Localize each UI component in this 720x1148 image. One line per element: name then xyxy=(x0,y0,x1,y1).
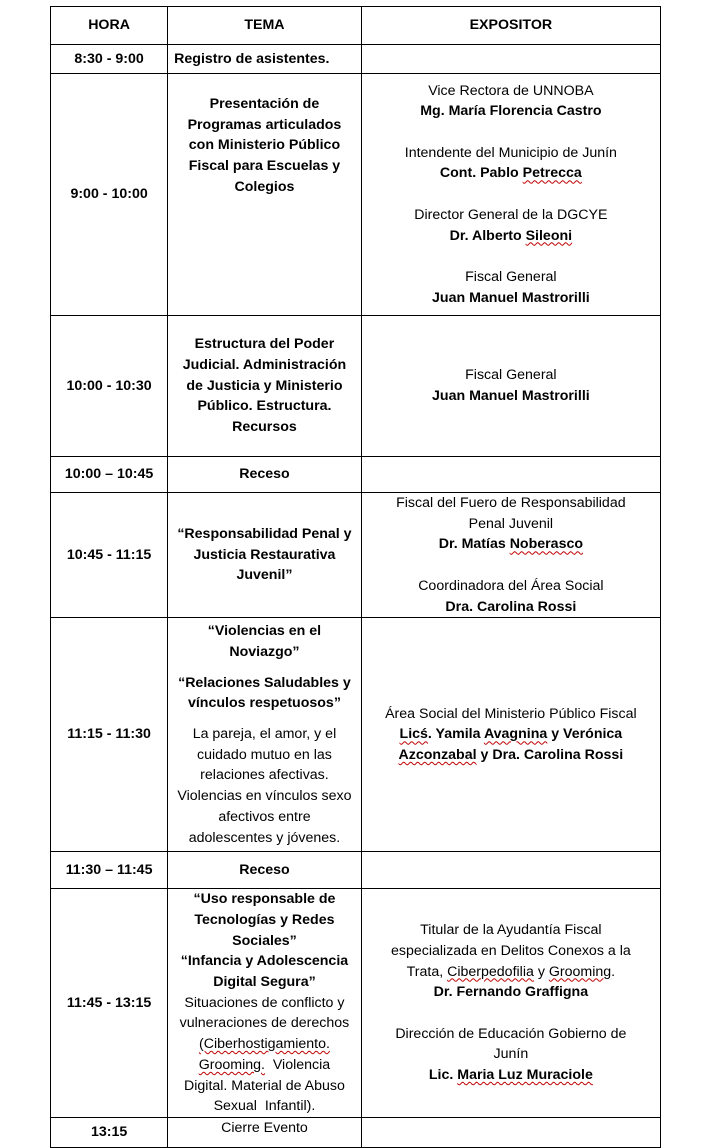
row-time: 13:15 xyxy=(51,1117,168,1147)
topic-line: Sexual Infantil). xyxy=(213,1098,316,1115)
row-speaker xyxy=(361,1117,660,1147)
topic-line: Digital Segura” xyxy=(213,974,316,991)
topic-line: Presentación de xyxy=(209,96,320,112)
topic-line: Colegios xyxy=(234,178,295,195)
row-time: 10:45 - 11:15 xyxy=(51,493,168,618)
topic-line: (Ciberhostigamiento. xyxy=(199,1036,330,1053)
topic-line: Público. Estructura. xyxy=(197,398,332,415)
topic-line: Digital. Material de Abuso xyxy=(184,1077,345,1094)
topic-line: cuidado mutuo en las xyxy=(197,746,332,763)
speaker-role: Fiscal del Fuero de Responsabilidad xyxy=(396,495,626,511)
topic-line: Violencias en vínculos sexo xyxy=(177,788,352,805)
row-speaker xyxy=(361,852,660,889)
topic-line: “Uso responsable de xyxy=(193,891,336,908)
table-row xyxy=(51,74,661,316)
row-time: 11:30 – 11:45 xyxy=(51,852,168,889)
speaker-role: Titular de la Ayudantía Fiscal xyxy=(420,922,602,939)
row-time: 10:00 - 10:30 xyxy=(51,316,168,457)
speaker-role: Dirección de Educación Gobierno de xyxy=(395,1025,627,1042)
row-time: 9:00 - 10:00 xyxy=(51,74,168,316)
topic-line: con Ministerio Público xyxy=(188,137,341,154)
topic-line: Fiscal para Escuelas y xyxy=(188,158,341,175)
row-topic xyxy=(168,889,362,1118)
topic-line: “Responsabilidad Penal y xyxy=(177,526,352,543)
row-speaker xyxy=(361,74,660,316)
speaker-role: Fiscal General xyxy=(465,367,557,384)
topic-line: Situaciones de conflicto y xyxy=(184,994,345,1011)
row-speaker xyxy=(361,618,660,852)
table-row xyxy=(51,316,661,457)
table-row xyxy=(51,852,661,889)
table-row xyxy=(51,889,661,1118)
speaker-name: Mg. María Florencia Castro xyxy=(420,103,602,120)
speaker-role: Coordinadora del Área Social xyxy=(418,577,604,594)
speaker-role: Director General de la DGCYE xyxy=(414,206,608,223)
topic-line: adolescentes y jóvenes. xyxy=(188,829,341,846)
speaker-role: Área Social del Ministerio Público Fiscal xyxy=(385,705,637,722)
topic-line: Noviazgo” xyxy=(229,643,300,660)
topic-line: “Infancia y Adolescencia xyxy=(180,953,349,970)
row-speaker xyxy=(361,457,660,493)
speaker-name: Dr. Fernando Graffigna xyxy=(433,984,589,1001)
topic-line: Sociales” xyxy=(232,932,297,949)
speaker-name: Dr. Alberto Sileoni xyxy=(449,227,573,244)
row-speaker xyxy=(361,889,660,1118)
topic-line: “Violencias en el xyxy=(207,623,322,640)
speaker-name: Juan Manuel Mastrorilli xyxy=(432,289,590,306)
row-topic xyxy=(168,74,362,316)
header-expositor: EXPOSITOR xyxy=(361,7,660,45)
header-hora: HORA xyxy=(51,7,168,45)
row-speaker xyxy=(361,45,660,74)
table-row xyxy=(51,45,661,74)
topic-line: Programas articulados xyxy=(187,116,342,133)
topic-line: Justicia Restaurativa xyxy=(193,546,336,563)
row-topic xyxy=(168,493,362,618)
header-tema: TEMA xyxy=(168,7,362,45)
row-time: 11:15 - 11:30 xyxy=(51,618,168,852)
speaker-name: Cont. Pablo Petrecca xyxy=(439,165,582,182)
topic-line: de Justicia y Ministerio xyxy=(186,377,343,394)
speaker-role: Junín xyxy=(493,1046,529,1063)
row-topic: Receso xyxy=(168,852,362,889)
topic-line: La pareja, el amor, y el xyxy=(192,726,337,742)
topic-line: Recursos xyxy=(232,419,297,436)
table-row xyxy=(51,457,661,493)
topic-line: Estructura del Poder xyxy=(194,336,335,353)
speaker-name: Juan Manuel Mastrorilli xyxy=(432,388,590,404)
speaker-name: Azconzabal y Dra. Carolina Rossi xyxy=(398,747,624,764)
row-topic xyxy=(168,618,362,852)
topic-line: vínculos respetuosos” xyxy=(187,695,341,712)
schedule-table xyxy=(50,6,661,1148)
header-row xyxy=(51,7,661,45)
row-topic: Registro de asistentes. xyxy=(168,45,362,74)
topic-line: relaciones afectivas. xyxy=(200,767,329,784)
topic-line: afectivos entre xyxy=(218,808,311,825)
topic-line: Juvenil” xyxy=(236,567,293,584)
speaker-name: Lic. Maria Luz Muraciole xyxy=(428,1067,593,1084)
speaker-name: Licś. Yamila Avagnina y Verónica xyxy=(399,726,623,743)
row-time: 8:30 - 9:00 xyxy=(51,45,168,74)
table-row xyxy=(51,618,661,852)
row-topic: Cierre Evento xyxy=(168,1117,362,1147)
topic-line: Grooming. Violencia xyxy=(198,1056,331,1073)
speaker-name: Dr. Matías Noberasco xyxy=(438,536,584,553)
table-row xyxy=(51,1117,661,1147)
speaker-role: Trata, Ciberpedofilia y Grooming. xyxy=(406,963,616,980)
speaker-role: Penal Juvenil xyxy=(468,515,554,532)
speaker-name: Dra. Carolina Rossi xyxy=(445,598,577,615)
row-topic xyxy=(168,316,362,457)
row-time: 11:45 - 13:15 xyxy=(51,889,168,1118)
topic-line: Tecnologías y Redes xyxy=(194,911,335,928)
row-speaker xyxy=(361,316,660,457)
topic-line: Judicial. Administración xyxy=(182,356,347,373)
speaker-role: Fiscal General xyxy=(465,268,557,285)
row-time: 10:00 – 10:45 xyxy=(51,457,168,493)
table-row xyxy=(51,493,661,618)
row-speaker xyxy=(361,493,660,618)
speaker-role: Intendente del Municipio de Junín xyxy=(404,144,617,161)
row-topic: Receso xyxy=(168,457,362,493)
topic-line: vulneraciones de derechos xyxy=(179,1015,350,1032)
topic-line: “Relaciones Saludables y xyxy=(178,674,351,691)
speaker-role: especializada en Delitos Conexos a la xyxy=(390,942,631,959)
speaker-role: Vice Rectora de UNNOBA xyxy=(428,82,594,99)
